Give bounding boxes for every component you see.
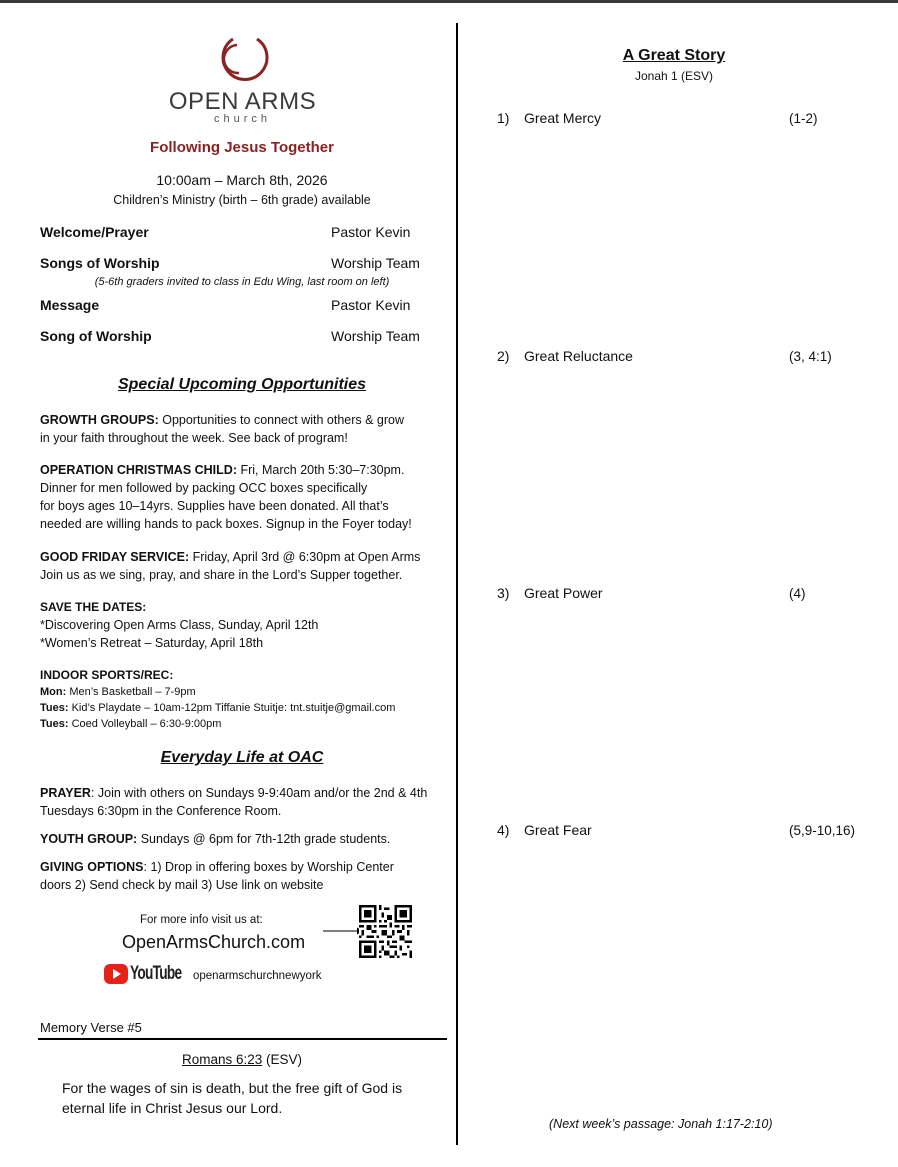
more-info-text: For more info visit us at: bbox=[140, 914, 263, 926]
tagline: Following Jesus Together bbox=[150, 139, 334, 156]
brand-name: OPEN ARMS bbox=[168, 88, 317, 115]
point-reference: (1-2) bbox=[789, 111, 818, 126]
sports-block bbox=[40, 684, 444, 732]
childrens-ministry-note: Children’s Ministry (birth – 6th grade) available bbox=[113, 193, 371, 207]
sports-day: Mon: bbox=[40, 686, 67, 698]
church-logo-icon bbox=[219, 33, 269, 85]
point-number: 1) bbox=[497, 110, 510, 126]
giving-text: : 1) Drop in offering boxes by Worship Center bbox=[143, 860, 394, 874]
sports-item: Coed Volleyball – 6:30-9:00pm bbox=[68, 718, 222, 730]
order-item-leader: Pastor Kevin bbox=[331, 297, 411, 313]
occ-text: Fri, March 20th 5:30–7:30pm. bbox=[237, 463, 405, 477]
occ-title: OPERATION CHRISTMAS CHILD: bbox=[40, 463, 237, 477]
memory-verse-label: Memory Verse #5 bbox=[40, 1020, 142, 1035]
growth-groups-title: GROWTH GROUPS: bbox=[40, 413, 159, 427]
memory-reference-book: Romans 6:23 bbox=[181, 1052, 263, 1067]
point-reference: (3, 4:1) bbox=[789, 349, 832, 364]
sports-day: Tues: bbox=[40, 702, 69, 714]
good-friday-block bbox=[40, 548, 444, 584]
sports-day: Tues: bbox=[40, 718, 69, 730]
occ-text: for boys ages 10–14yrs. Supplies have been donated. All that’s bbox=[40, 499, 389, 513]
memory-verse-text bbox=[62, 1078, 442, 1118]
save-dates-block bbox=[40, 598, 444, 652]
sports-title: INDOOR SPORTS/REC: bbox=[40, 668, 174, 682]
occ-block bbox=[40, 461, 444, 533]
sports-title-row bbox=[40, 666, 444, 684]
youth-block bbox=[40, 830, 444, 848]
sermon-passage: Jonah 1 (ESV) bbox=[634, 69, 714, 83]
order-item-label: Song of Worship bbox=[40, 328, 152, 344]
growth-groups-text: in your faith throughout the week. See back of program! bbox=[40, 431, 348, 445]
occ-text: Dinner for men followed by packing OCC boxes specifically bbox=[40, 481, 368, 495]
prayer-text: Tuesdays 6:30pm in the Conference Room. bbox=[40, 804, 282, 818]
point-reference: (5,9-10,16) bbox=[789, 823, 856, 838]
prayer-title: PRAYER bbox=[40, 786, 91, 800]
occ-text: needed are willing hands to pack boxes. Signup in the Foyer today! bbox=[40, 517, 412, 531]
memory-verse-line: For the wages of sin is death, but the free gift of God is bbox=[62, 1080, 403, 1096]
growth-groups-block bbox=[40, 411, 444, 447]
youtube-play-icon bbox=[104, 963, 128, 985]
save-dates-item: *Women’s Retreat – Saturday, April 18th bbox=[40, 636, 264, 650]
sports-item: Men’s Basketball – 7-9pm bbox=[66, 686, 196, 698]
sports-item: Kid’s Playdate – 10am-12pm Tiffanie Stuitje: tnt.stuitje@gmail.com bbox=[68, 702, 396, 714]
order-item-label: Welcome/Prayer bbox=[40, 224, 149, 240]
order-item-label: Songs of Worship bbox=[40, 255, 160, 271]
point-number: 3) bbox=[497, 585, 510, 601]
youtube-channel-name: openarmschurchnewyork bbox=[193, 970, 322, 982]
website-link[interactable]: OpenArmsChurch.com bbox=[122, 932, 306, 952]
order-note: (5-6th graders invited to class in Edu Wing, last room on left) bbox=[94, 276, 390, 288]
point-number: 4) bbox=[497, 822, 510, 838]
order-item-label: Message bbox=[40, 297, 100, 313]
arrow-icon bbox=[323, 926, 363, 936]
giving-text: doors 2) Send check by mail 3) Use link on website bbox=[40, 878, 324, 892]
giving-block bbox=[40, 858, 444, 894]
memory-divider bbox=[38, 1038, 447, 1040]
prayer-block bbox=[40, 784, 444, 820]
memory-verse-line: eternal life in Christ Jesus our Lord. bbox=[62, 1100, 283, 1116]
brand-sub: church bbox=[213, 113, 272, 125]
good-friday-text: Join us as we sing, pray, and share in the Lord’s Supper together. bbox=[40, 568, 403, 582]
order-item-leader: Worship Team bbox=[331, 255, 420, 271]
point-label: Great Mercy bbox=[524, 110, 602, 126]
point-label: Great Reluctance bbox=[524, 348, 633, 364]
point-reference: (4) bbox=[789, 586, 806, 601]
youtube-wordmark: YouTube bbox=[130, 963, 182, 984]
everyday-heading: Everyday Life at OAC bbox=[160, 749, 324, 766]
order-item-leader: Pastor Kevin bbox=[331, 224, 411, 240]
save-dates-title: SAVE THE DATES: bbox=[40, 600, 147, 614]
giving-title: GIVING OPTIONS bbox=[40, 860, 144, 874]
growth-groups-text: Opportunities to connect with others & grow bbox=[158, 413, 405, 427]
top-border bbox=[0, 0, 898, 3]
good-friday-title: GOOD FRIDAY SERVICE: bbox=[40, 550, 190, 564]
youth-text: Sundays @ 6pm for 7th-12th grade students. bbox=[137, 832, 391, 846]
point-label: Great Power bbox=[524, 585, 603, 601]
sermon-title: A Great Story bbox=[622, 47, 726, 64]
prayer-text: : Join with others on Sundays 9-9:40am and/or the 2nd & 4th bbox=[90, 786, 428, 800]
qr-code-icon[interactable] bbox=[359, 905, 412, 958]
point-label: Great Fear bbox=[524, 822, 592, 838]
upcoming-heading: Special Upcoming Opportunities bbox=[117, 376, 367, 393]
youth-title: YOUTH GROUP: bbox=[40, 832, 138, 846]
good-friday-text: Friday, April 3rd @ 6:30pm at Open Arms bbox=[189, 550, 421, 564]
memory-reference bbox=[40, 1052, 444, 1067]
service-time: 10:00am – March 8th, 2026 bbox=[156, 172, 328, 188]
point-number: 2) bbox=[497, 348, 510, 364]
memory-reference-version: (ESV) bbox=[262, 1052, 303, 1067]
next-week-passage: (Next week’s passage: Jonah 1:17-2:10) bbox=[549, 1117, 773, 1131]
order-item-leader: Worship Team bbox=[331, 328, 420, 344]
column-divider bbox=[456, 23, 458, 1145]
save-dates-item: *Discovering Open Arms Class, Sunday, April 12th bbox=[40, 618, 319, 632]
